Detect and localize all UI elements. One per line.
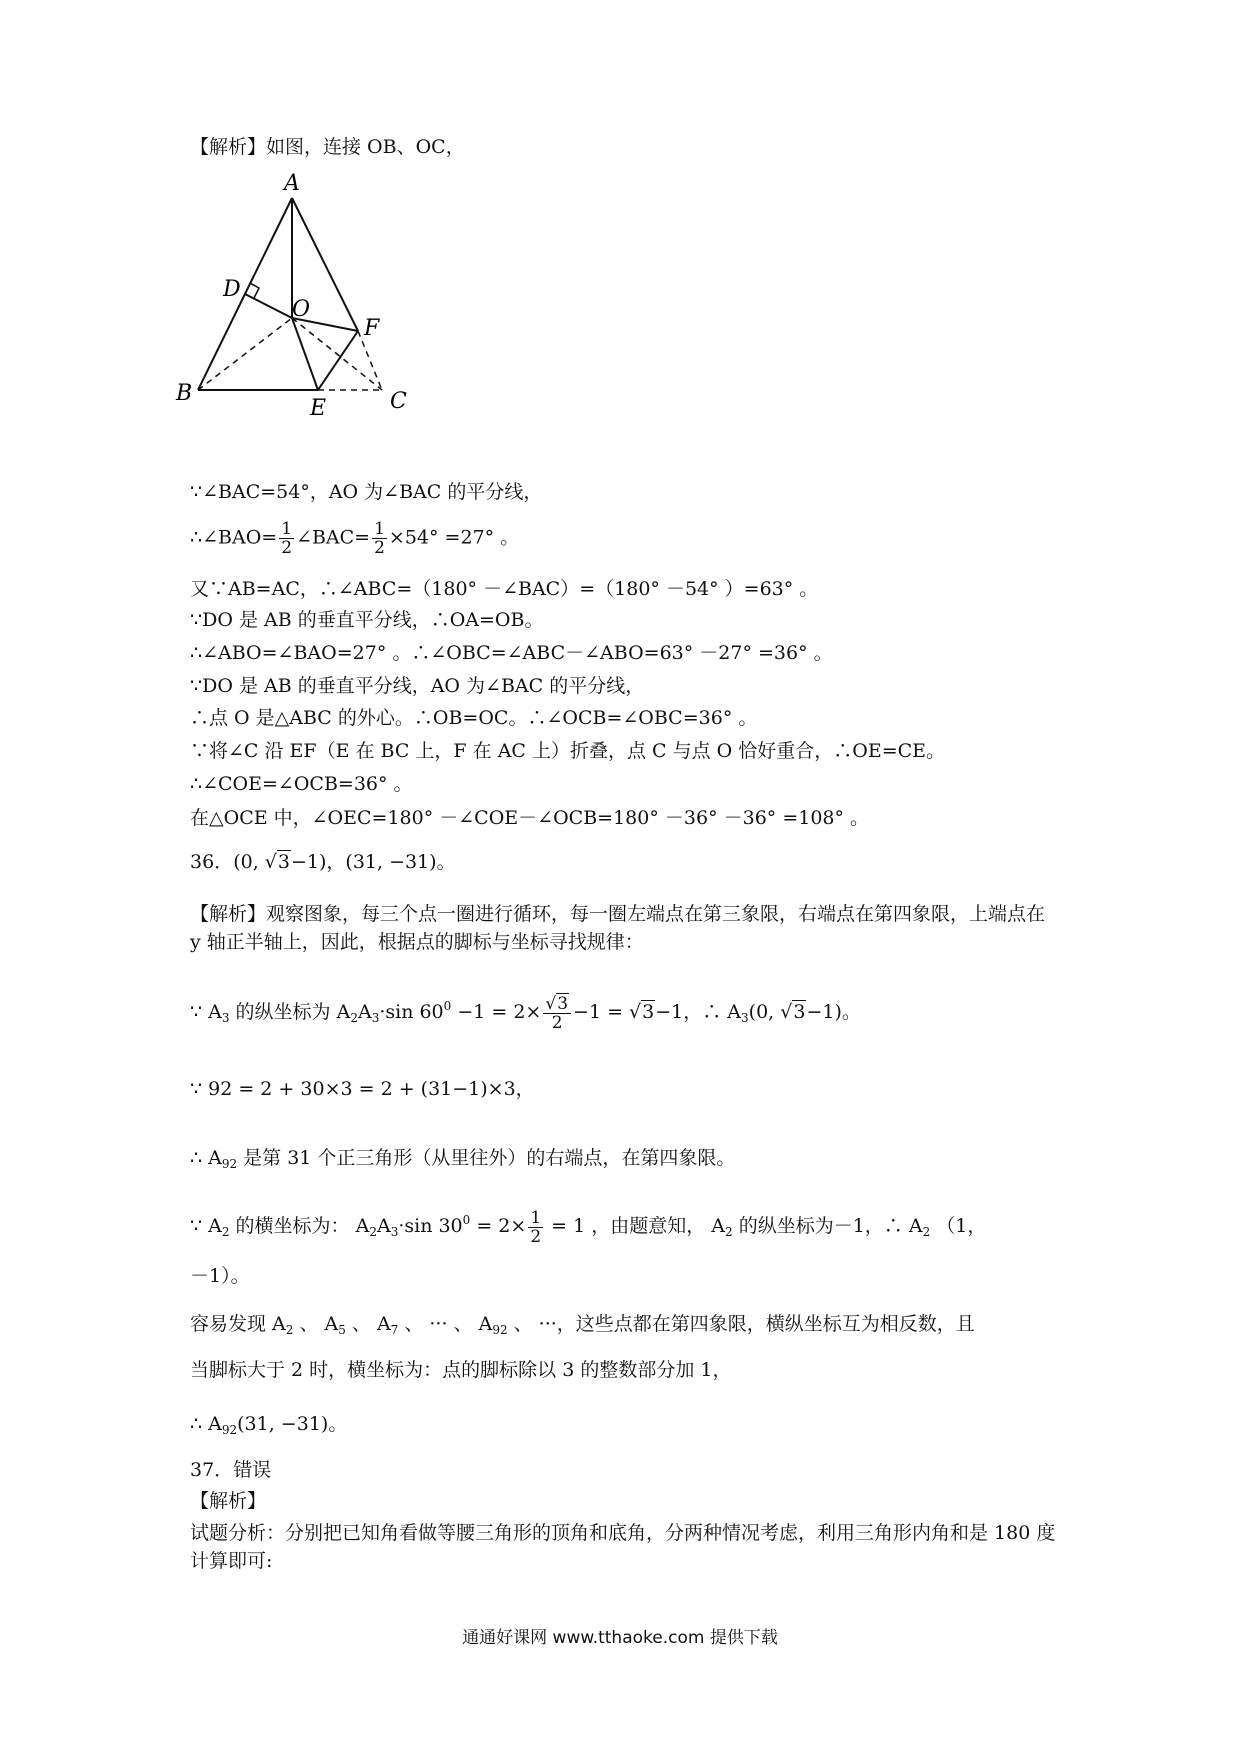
- q37-title: 37．错误: [190, 1459, 272, 1481]
- label-f: F: [364, 316, 380, 341]
- q35-line2: ∴∠BAO= $\frac{1}{2}$ ∠BAC= $\frac{1}{2}$ ×54° =27° 。: [190, 519, 520, 558]
- fraction-sqrt3-over-2: $\frac{√3}{2}$: [543, 995, 571, 1032]
- q35-line3: 又∵AB=AC，∴∠ABC=（180° －∠BAC）=（180° －54° ）=63° 。: [190, 578, 819, 600]
- q36-answer: 36．(0, √3−1)，(31, −31)。: [190, 848, 456, 876]
- fraction-half: $\frac{1}{2}$: [281, 519, 293, 558]
- segment-do: [245, 294, 292, 318]
- q35-line4: ∵DO 是 AB 的垂直平分线，∴OA=OB。: [190, 609, 544, 631]
- label-b: B: [176, 381, 193, 406]
- label-a: A: [284, 171, 300, 196]
- dashed-ob: [198, 318, 292, 390]
- q36-step7: 当脚标大于 2 时，横坐标为：点的脚标除以 3 的整数部分加 1，: [190, 1359, 732, 1381]
- q35-line5: ∴∠ABO=∠BAO=27° 。∴∠OBC=∠ABC－∠ABO=63° －27° =36° 。: [190, 642, 833, 664]
- q37-analysis-label: 【解析】: [190, 1490, 267, 1512]
- label-c: C: [390, 389, 407, 414]
- label-d: D: [223, 277, 241, 302]
- q36-step8: ∴ $A_{92}(31$, −31)。: [190, 1413, 348, 1437]
- q35-intro: 【解析】如图，连接 OB、OC，: [190, 136, 465, 158]
- q35-line6: ∵DO 是 AB 的垂直平分线，AO 为∠BAC 的平分线，: [190, 675, 645, 697]
- q36-step3: ∴ $A_{92}$ 是第 31 个正三角形（从里往外）的右端点，在第四象限。: [190, 1147, 736, 1171]
- right-angle-mark: [250, 283, 259, 298]
- label-o: O: [292, 297, 311, 322]
- segment-ef: [318, 331, 358, 390]
- label-e: E: [310, 396, 327, 420]
- q36-step6: 容易发现 $A_2$ 、 $A_5$ 、 $A_7$ 、 ··· 、 $A_{92}$ 、 ···，这些点都在第四象限，横纵坐标互为相反数，且: [190, 1313, 975, 1337]
- fraction-half: $\frac{1}{2}$: [374, 519, 385, 558]
- q35-line10: 在△OCE 中，∠OEC=180° －∠COE－∠OCB=180° －36° －36° =108° 。: [190, 807, 870, 829]
- q36-step5: －1）。: [190, 1265, 250, 1287]
- sqrt-symbol: √3: [264, 851, 290, 873]
- q36-step2: ∵ 92 = 2 + 30×3 = 2 + (31−1)×3，: [190, 1078, 535, 1100]
- triangle-figure: [170, 170, 420, 420]
- q36-analysis: 【解析】观察图象，每三个点一圈进行循环，每一圈左端点在第三象限，右端点在第四象限，上端点在 y 轴正半轴上，因此，根据点的脚标与坐标寻找规律：: [190, 903, 1046, 953]
- fraction-half: $\frac{1}{2}$: [530, 1207, 542, 1247]
- q35-line7: ∴点 O 是△ABC 的外心。∴OB=OC。∴∠OCB=∠OBC=36° 。: [190, 707, 758, 729]
- q36-step1: ∵ $A_3$ 的纵坐标为 $A_2A_3\cdot\sin$ $60^0 -1 = 2\times$ $\frac{√3}{2}$ −1 = √3−1，∴ $A_3(0$, √3−1)。: [190, 993, 861, 1033]
- q37-analysis: 试题分析：分别把已知角看做等腰三角形的顶角和底角，分两种情况考虑，利用三角形内角和是 180 度计算即可:: [190, 1522, 1056, 1572]
- q35-line9: ∴∠COE=∠OCB=36° 。: [190, 773, 413, 795]
- page-footer: 通通好课网 www.tthaoke.com 提供下载: [462, 1628, 778, 1648]
- q36-step4: ∵ $A_2$ 的横坐标为： $A_2A_3\cdot\sin$ $30^0 = 2\times$ $\frac{1}{2}$ = 1 ，由题意知， $A_2$ 的纵坐标为－1，∴ $A_2$ （1，: [190, 1207, 987, 1247]
- q35-line8: ∵将∠C 沿 EF（E 在 BC 上，F 在 AC 上）折叠，点 C 与点 O 恰好重合，∴OE=CE。: [190, 740, 946, 762]
- q35-line1: ∵∠BAC=54°，AO 为∠BAC 的平分线，: [190, 481, 543, 503]
